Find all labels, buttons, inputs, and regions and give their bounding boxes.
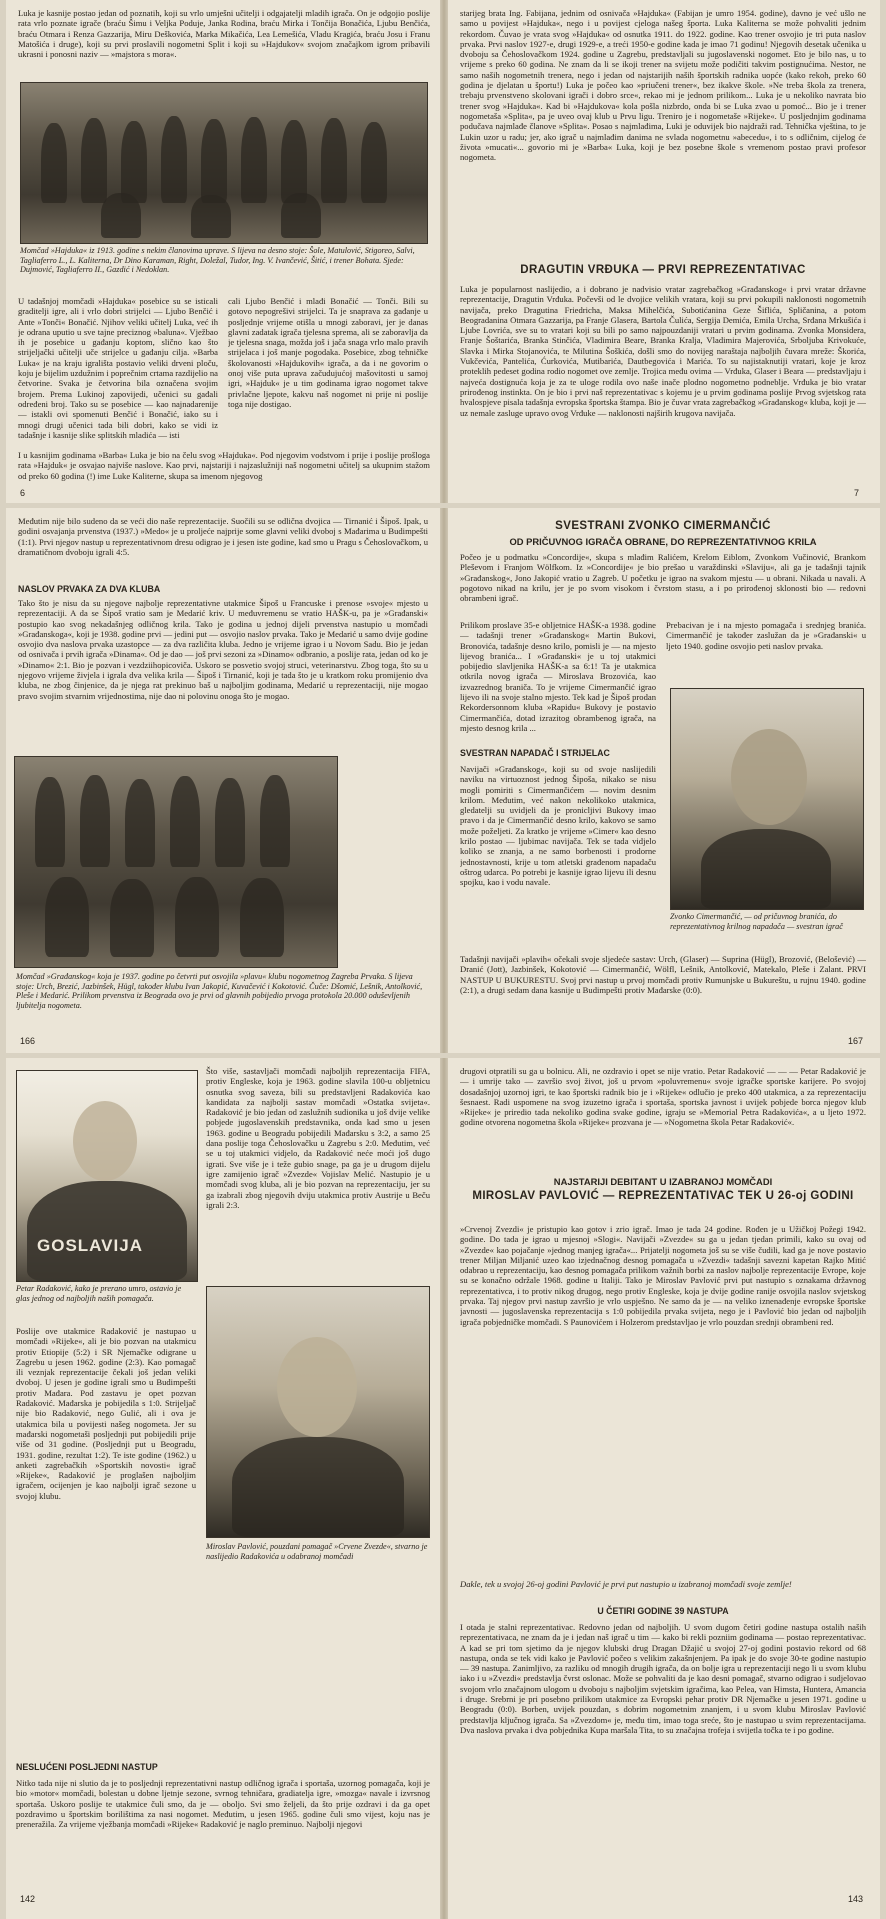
page-6	[6, 0, 442, 503]
page-number: 167	[848, 1036, 864, 1046]
jersey-lettering: GOSLAVIJA	[37, 1236, 143, 1255]
chapter-heading: DRAGUTIN VRĐUKA — PRVI REPREZENTATIVAC	[520, 264, 806, 276]
intro-paragraph: Počeo je u podmatku »Concordije«, skupa s mlađim Ralićem, Krelom Eiblom, Zvonkom Vučinović, Brankom Pleševom i Franjom Wölfkom. Iz »Concordije« je bio prešao u varaždinski »Slaviju«, ali ga je tadašnji tajnik »Građanskog«, Jono Jakopić vratio u Zagreb. U početku je igrao na svakom mjestu — u obrani. Nikada u navali. A pogotovo nikad na krilu, jer je po svom visokom i čvrstom stasu, a i po prirođenoj sklonosti bio — redovni obrambeni igrač.	[460, 552, 866, 604]
column-1-bottom: Navijači »Građanskog«, koji su od svoje naslijedili naviku na virtuoznost jednog Šipoša, nikako se nisu mogli pomiriti s Cimermančićem — novim desnim krilom. Međutim, već nakon nekolikoko utakmica, gledatelji su uvidjeli da je pronicljivi Bukovy imao pravo i da je Cimermančić desno krilo, kakovo se samo može poželjeti. Za kratko je vrijeme »Cimer« kao desno krilo postao — ljubimac navijača. Tek se tada vidjelo koliko se znanja, a ne samo borbenosti i prodorne jednostavnosti, krije u tom atletski građenom napadaču oštrog udarca. Po potrebi je kasnije igrao lijevu ili desnu spojku, kao i vodu navale.	[460, 764, 656, 888]
spread-1	[0, 0, 886, 503]
closing-paragraph: I u kasnijim godinama »Barba« Luka je bio na čelu svog »Hajduka«. Pod njegovim vodstvom i prije i poslije prošloga rata »Hajduk« je osvajao najviše naslove. Kao prvi, najstariji i najzaslužniji naš nogometni učitelj sa ukupnim stažom od preko 60 godina (!) ime Luke Kaliterne, skupa sa imenom njegovog	[18, 450, 430, 481]
section-heading: NASLOV PRVAKA ZA DVA KLUBA	[18, 584, 161, 594]
team-photo-hajduk-1913	[20, 82, 428, 244]
column-2: cali Ljubo Benčić i mlađi Bonačić — Tonči. Bili su gotovo nepogrešivi strijelci. Ta je snaprava za gađanje u posljednje vrijeme otišla u mnogi zaboravi, jer je danas glavni zadatak igrača tjelesna sprema, ali se zaboravlja da je tjelesna snaga, možda još i jača snaga vrlo malo pravih strijelaca i još manje pogodaka. Posebice, zbog tehničke školovanosti »Hajdukovih« igrača, a da i ne govorim o onoj više puta uprava začudujućoj mašovitosti u samoj igri, »Hajduk« je u tim godinama igrao nogomet takve privlačne ljepote, kakvu naš nogomet ni prije ni poslije toga nije dostigao.	[228, 296, 428, 409]
chapter-heading: SVESTRANI ZVONKO CIMERMANČIĆ	[555, 520, 771, 532]
intro-paragraph: Međutim nije bilo sudeno da se veći dio naše reprezentacije. Suočili su se odlična dvojica — Tirnanić i Šipoš. Ipak, u godini osvajanja prvenstva (1937.) »Medo« je u prolјeće najprije some glavni veliki dvoboj s Mađarima u Budimpešti (1:1). Prvi njegov nastup u reprezentativnom dresu odigrao je i jesen iste godine, kad smo u Pragu s Čehoslovačkom, u dramatičnom dvoboju igrali 4:5.	[18, 516, 428, 557]
photo-caption: Petar Radaković, kako je prerano umro, ostavio je glas jednog od najboljih naših pomagača.	[16, 1284, 182, 1303]
top-text: starijeg brata Ing. Fabijana, jednim od osnivača »Hajduka« (Fabijan je umro 1954. godine), davno je već ušlo ne samo u povijest »Hajduka«, nego i u povijest cjeloga našeg športa. Luka Kaliterna se može pohvaliti jednim rekordom. Čuvao je vrata svog »Hajduka« od osnutka 1911. do 1922. godine. Kao trener osvojio je tri puta naslov prvaka. Prvi naslov 1927-e, drugi 1929-e, a treći 1950-e godine kada je imao 71 godinu! Njegovih desetak učenika u dvoboju sa Čehoslovačkom 1924. godine u Zagrebu, predstavljali su jugoslavenski nogomet. Eto je bilo nas, u to vrijeme s preko 60 godina. Ne znam da li se ikoji trener na svijetu može podičiti takvim postignućima. Nestor, ne samo naših nogometnih trenera, nego i jedan od najstarijih naših športskih radnika uopće (kako rekoh, preko 60 godina je djelatan u športu!) Luka je počeo kao »priučeni trener«, bez ikakve škole. »Ne treba škola za trenera, trebaju prvenstveno skolovani igrači i dobro srce«, rekao mi je jednom prilikom... Luka je u nekoliko navrata bio trener svog »Hajduka«. Kad bi »Hajdukova« kola pošla nizbrdo, onda bi se Luka zvao u pomoć... Bio je i trener nogometaša »Splita«, pa je uveo ovaj klub u Prvu ligu. Treniro je i nogometaše »Rijeke«. U posljednjim godinama podučava najmlađe članove »Splita«. Posao s najmlađima, Luki je oduvijek bio najdraži rad. Tehnička vještina, to je Lukin uzor u radu; jer, ako igrač u najmlađim danima ne svlada nogometnu »abecedu«, i to s odličnim, cijelog će života »mucati«... govorio mi je »Barba« Luka, koji je bez posebne škole s vremenom postao pravi profesor nogometa.	[460, 8, 866, 163]
page-number: 166	[20, 1036, 36, 1046]
team-photo-gradanski-1937	[14, 756, 338, 968]
page-167	[448, 508, 880, 1053]
bottom-text: Luka je popularnost naslijedio, a i dobrano je nadvisio vratar zagrebačkog »Građanskog« i prvi vratar državne reprezentacije, Dragutin Vrđuka. Počevši od le dvojice velikih vratara, koji su prvi pokupili naklonosti nogometnih navijača, preko Dragutina Friedricha, Maksa Mihelčića, Subotićanina Geze Šiflića, Spličanina, a potom Beogradanina Otmara Gazzarija, pa Franje Glasera, Bartola Čulića, Sergija Demića, Emila Urcha, Srđana Mrkušića i Ljube Lovrića, sve su to vratari koji su bili po samo najpouzdaniji vratari u prvim godinama. Zvonka Monsidera, Franje Šoštarića, Branka Stinčića, Vladimira Beare, Branka Kralja, Vladimira Majerovića, Srboljuba Krivokuće, Slavka i Mirka Stojanovića, te Milutina Šoškića, došli smo do novijeg naraštaja najboljih čuvara mreže: Škorića, Vukčevića, Pantelića, Ćurkovića, Mutibarića, Dautbegovića i Marića. To su najistaknutiji vratari, koje je kroz proteklih pedeset godina rodio nogomet ove zemlje. Trojica među ovima — Vrđuka, Glaser i Beara — predstavljaju i najveća dostignuća koja je za te uloge rodila ovo naše inače plodno nogometno podneblje. Vrđuka je bio vratar prirođenog instinkta. On je bio i prvi naš reprezentativac s kojemu je u prvim godinama poslije Prvog svjetskog rata hvalospjeve pisala tadašnja evropska športska štampa. Bio je čuvar vrata zagrebačkog »Građanskog« kluba, koji je — uz nemale zasluge upravo ovog Vrđuke — naklonosti najširih krugova navijača.	[460, 284, 866, 418]
page-166	[6, 508, 442, 1053]
portrait-caption: Miroslav Pavlović, pouzdani pomagač »Crvene Zvezde«, stvarno je naslijedio Radakovića u odabranoj momčadi	[206, 1542, 428, 1561]
book-gutter	[440, 0, 448, 503]
column-2-top: Prebacivan je i na mjesto pomagača i srednjeg branića. Cimermančić je također zaslužan da je »Građanski« u ljeto 1940. godine osvojio peti naslov prvaka.	[666, 620, 866, 651]
page-7	[448, 0, 880, 503]
column-2-top: Što više, sastavljači momčadi najboljih reprezentacija FIFA, protiv Engleske, koja je 1963. godine slavila 100-u obljetnicu osnutka svog saveza, bili su predstavljeni Radakovića kao kandidata za najbolji sastav momčadi »Ostatka svijeta«. Radaković je bio jedan od zaslužnih sudionika u još dvije velike pobjede jugoslavenskih predstavnika, onda kad smo u jesen 1963. godine u Beogradu pobijedili Mađarsku s 3:2, a samo 25 dana poslije toga Čehoslovačku u Zagrebu s 2:0. Međutim, već se u toj utakmici vidjelo, da Radaković neće moći još dugo igrati. Sve više je i teže gubio snage, pa ga je u drugom dijelu igre zamijenio igrač »Zvezde« Vojislav Melić. Nastupio je u momčadi svog kluba, ali je bio pozvan na reprezentaciju, jer su ga izabrali zbog njegovih dviju utakmica protiv Austrije u Beču igrali 2:3.	[206, 1066, 430, 1210]
photo-caption: Momčad »Građanskog« koja je 1937. godine po četvrti put osvojila »plavu« klubu nogometnog Zagreba Prvaka. S lijeva stoje: Urch, Brezić, Jazbinšek, Hügl, također klubu Ivan Jakopić, Kuvačević i Kokotović. Čuče: Dšomić, Lešnik, Antolković, Pleše i Medarić. Prilikom prvenstva iz Beograda ovo je prvi od glavnih pobijedio prvoga protokola 20.000 oduševljenih ljubitelja nogometa.	[16, 972, 423, 1010]
photo-petar-radakovic	[16, 1070, 198, 1282]
intro-paragraph: Luka je kasnije postao jedan od poznatih, koji su vrlo umješni učitelji i odgajatelji mladih igrača. On je odgojio poslije rata vrlo poznate igrače (braću Šimu i Veljka Poduje, Janka Rodina, braću Mirka i Tončija Bonačića, Ljubu Benčića, braću Otmara i Renza Gazzarija, Miru Deškovića, Marka Mikačića, Lea Lemešića, Vladu Kragića, braću Josu i Franu Matošića i druge), koji su prvi proslavili nogometni Split i koji su »Hajdukov« svojom značajkom igrom pribavili ukrasni i ponosni naziv — »majstora s mora«.	[18, 8, 430, 60]
page-number: 7	[854, 488, 860, 498]
intro-paragraph: drugovi otpratili su ga u bolnicu. Ali, ne ozdravio i opet se nije vratio. Petar Radaković — — — Petar Radaković je — i umrije tako — završio svoj život, još u prvom »poluvremenu« svoje igračke sportske karijere. Po svojoj dosadašnjoj uzornoj igri, te kao športski radnik bio je i »Rijeke« odlučio je preko 400 utakmica, a za reprezentaciju šesnaest. Radi uspomene na svog izuzetno igrača i sportaša, sportska javnost i uvijek pobjede borca njegov klub »Rijeke« je priredio tada nekoliko godina svake godine, igraju se »Memorial Petra Radakovića«, a u ljeto 1972. godine otvorena nogometna škola »Rijeke« prozvana je — »Nogometna škola Petar Radaković«.	[460, 1066, 866, 1128]
section-heading: SVESTRAN NAPADAČ I STRIJELAC	[460, 748, 610, 758]
chapter-kicker: NAJSTARIJI DEBITANT U IZABRANOJ MOMČADI	[553, 1176, 773, 1187]
section-heading: NESLUĆENI POSLJEDNI NASTUP	[16, 1762, 158, 1772]
spread-2	[0, 508, 886, 1053]
spread-3	[0, 1058, 886, 1919]
section-body: Tako što je nisu da su njegove najbolje reprezentativne utakmice Šipoš u Francuske i prenose »svoje« mjesto u reprezentaciji. A da se Šipoš vratio sam je Medarić kriv. U međuvremenu se vratio HAŠK-u, pa je »Građanski« postupio kao svog nekadašnjeg odličnog krila. Tako je godina u jednoj dijeli prvenstva nastupio u momčadi »Građanskoga«, koji je 1938. godine prvi — jedini put — osvojio naslov prvaka. Tako je Medarić u samo dvije godine osvojio dva naslova prvaka uzastopce — za dva različita kluba. Jedno je vrijeme igrao i u Novom Sadu. Bio je jedan od osnivača i prvih igrača »Dinama«. Od je dao — još prvi sezoni za »Dinamo« odbranio, a poslije rata, jedan od ko je »Dinamo« 2:1. Bio je pozvan i vezdziihopicoviča. Uskoro se posvetio svojoj struci, veterinarstvu. Zbog toga, što su u njegovo vrijeme živjela i igrala dva velika krila — Šipoš i Tirnanić, koji je tada što je u kratkom roku promijenio dva kluba, ne zbog činjenice, da je njega rat prekinuo baš u najboljim godinama, Medarić u reprezentaciji, nije mogao pravo svojim stvarnim vrijednostima, nije dao ni polovinu onoga što je mogao.	[18, 598, 428, 701]
book-gutter	[440, 1058, 448, 1919]
page-number: 6	[20, 488, 26, 498]
section-heading: U ČETIRI GODINE 39 NASTUPA	[597, 1606, 729, 1616]
chapter-heading: MIROSLAV PAVLOVIĆ — REPREZENTATIVAC TEK U 26-oj GODINI	[472, 1190, 854, 1202]
chapter-subheading: OD PRIČUVNOG IGRAČA OBRANE, DO REPREZENTATIVNOG KRILA	[509, 536, 817, 547]
column-1-top: Prilikom proslave 35-e obljetnice HAŠK-a 1938. godine — tadašnji trener »Građanskog« Martin Bukovi, Bronovića, tadašnje desno krilo, pomisli je — na mjesto lijevog branića... I »Građanski« je u toj utakmici pobijedio slavljenika HAŠK-a sa 6:1! Ta je utakmica otkrila novog igrača — Miroslava Brozovića, kao izvazrednog braniča. To je vrijeme Cimermančić igrao lijevo ili na svoje stalno mjesto. Tek kad je Šipoš prodan Rekordersonnom kluba »Rapidu« Bukovy je postavio Cimermančića, dotad izrazitog obrambenog igrača, na mjesto desnog krila ...	[460, 620, 656, 733]
portrait-caption: Zvonko Cimermančić, — od pričuvnog branića, do reprezentativnog krilnog napadača — svestran igrač	[670, 912, 843, 931]
book-gutter	[440, 508, 448, 1053]
column-1: U tadašnjoj momčadi »Hajduka« posebice su se isticali graditelji igre, ali i vrlo dobri strijelci — Ljubo Benčić i Ante »Tonči« Bonačić. Njihov veliki učitelj Luka, već ih je odrana uputio u sve tajne preciznog »baluna«. Vježbao ih je posebice u gađanju koptom, slično kao što strijeljački učitelji uče strijelce u gađanju cilja. »Barba Luka« je na kraju igrališta postavio veliki drveni ploču, koju je bijelim uzdužnim i poprečnim crtama razdijelio na četvorine. Svaka je četvorina bila označena svojim brojem. Prema Lukinoj zapovijedi, učenici su gađali određeni broj. Tako su se posebice — kao najnadarenije — istakli ovi spomenuti Benčić i Bonačić, iako su i mnogi drugi učenici tada bili dobri, kako se vidi iz tadašnje i kasnije slike splitskih mladića — isti	[18, 296, 218, 440]
body-text: »Crvenoj Zvezdi« je pristupio kao gotov i zrio igrač. Imao je tada 24 godine. Rođen je u Užičkoj Požegi 1942. godine. Do tada je igrao u mjesnoj »Slogi«. Navijači »Zvezde« su ga u jedan tjedan primili, kako su ovaj od »Zvezde« kao pojačanje »jednog manjeg igrača«... Prijatelji nogometa još su se više čudili, kad ga je nove postavio trener Miljan Miljanić uzeo kao izjednačnog desnog pomagača u »Zvezdi« tadašnji savezni kapetan Rajko Mitić odabrao u reprezentaciju, kao desnog pomagača prilikom važnih borbi za naslov najbolje reprezentacije Evrope, koje su se konačno održale 1968. godine u Italiji. Tako je Miroslav Pavlović prvi put nastupio s oznakama državnog reprezentativca, i to protiv nikog drugog, nego protiv Engleske, koja je dvije godine ranije osvojila naslov svjetskog prvaka. Taj njegov prvi nastup završio je vrlo uspješno. Ne samo da je — na veliko iznenađenje evropske športske javnosti — jugoslavenska reprezentacija s 1:0 pobijedila prvaka svijeta, nego je i Pavlović bio jedan od najboljih igrača pobjedničke momčadi. S Paunovićem i Holzerom predstavljao je vrlo pouzdan srednji obrambeni red.	[460, 1224, 866, 1327]
page-143	[448, 1058, 880, 1919]
closing-paragraph: Tadašnji navijači »plavih« očekali svoje sljedeće sastav: Urch, (Glaser) — Suprina (Hügl), Brozović, (Belošević) — Dranić (Jott), Jazbinšek, Kokotović — Cimermančić, Wölfl, Lešnik, Antolković, Matekalo, Pleše i Zalant. PRVI NASTUP U BUKURESTU. Svoj prvi nastup u prvoj momčadi protiv Rumunjske u Bukureštu, u rujnu 1940. godine (2:1), a drugi sedam dana kasnije u Budimpešti protiv Mađarske (0:0).	[460, 954, 866, 995]
italic-note: Dakle, tek u svojoj 26-oj godini Pavlović je prvi put nastupio u izabranoj momčadi svoje zemlje!	[460, 1580, 792, 1589]
photo-miroslav-pavlovic	[206, 1286, 430, 1538]
column-1-body: Poslije ove utakmice Radaković je nastupao u momčadi »Rijeke«, ali je bio pozvan na utakmicu protiv Etiopije (5:2) i SR Njemačke odigrane u Zagrebu u jesen 1962. godine (2:3). Kao pomagač ili veznjak reprezentacije čekali još jedan veliki dvoboj. U jesen je godine igrali smo u Budimpešti protiv Mađara. Pod zastavu je opet pozvan Radaković. Mađarska je pobijedila s 1:0. Strijeljač nije bio Radaković, nego Gulić, ali i ova je utakmica bila u povijesti našeg nogometa. Jer su mađarski nogometaši posljednji put pobijedili prije više od 31 godine. (Posljednji put u Beogradu, 1931. godine, rezultat 1:2). Te iste godine (1962.) u anketi zagrebačkih »Sportskih novosti« igrač »Rijeke«, Radaković je proglašen najboljim igračem, ocijenjen je kao najbolji igrač sezone u svojoj klubu.	[16, 1326, 196, 1501]
page-number: 142	[20, 1894, 36, 1904]
page-142	[6, 1058, 442, 1919]
bottom-paragraph: Nitko tada nije ni slutio da je to posljednji reprezentativni nastup odličnog igrača i sportaša, uzornog pomagača, koji je bio »motor« momčadi, bolestan u dobne ljetnje sezone, svrnog tehničara, gradiatelja igre, »mozga« navale i izvrsnog sportaša. Uskoro poslije te utakmice čuli smo, da je — oboljo. Svi smo željeli, da što prije ozdravi i da ga opet pozdravimo u športskim borilištima za nasi nogomet. Međutim, u jesen 1965. godine čuli smo vijest, koju nas je preneražila. Za vrijeme vježbanja momčadi »Rijeke« Radaković je naglo preminuo. Najbolji njegovi	[16, 1778, 430, 1830]
page-number: 143	[848, 1894, 864, 1904]
body-text-2: I otada je stalni reprezentativac. Redovno jedan od najboljih. U svom dugom četiri godine nastupa ostalih naših reprezentativaca, ne znam da je i jedan naš igrač u tim — kako bi rekli pozniim godinama — postao reprezentativac. A kad se pri tom sjetimo da je njegov klubski drug Dragan Džajić u svojoj 27-oj godini postavio rekord od 68 nastupa, onda se tek vidi kako je Pavlović počeo s velikim zakašnjenjem. Pa ipak je do svoje 30-te godine nastupio — 39 nastupa. Zanimljivo, za razliku od mnogih drugih igrača, da on bolje igra u reprezentaciji nego li u svom klubu iako i u »Zvezdi« predstavlja čvrst oslonac. Može se pohvaliti da je kao desni pomagač, stvarno odigrao i sudjelovao svojom vrlo značajnom ulogom u dvoboju s najboljim svjetskim igračima, kao Pelea, van Himsta, Huntera, Amancia i druge. Srebrni je pri posebno prilikom utakmice za Evropski pehar protiv DR Njemačke u jesen 1971. godine u Beogradu (0:0). Borben, uvijek pouzdan, s dobrim nogometnim znanjem, i u svom klubu Miroslav Pavlović predstavlja ključnog igrača. Sa »Zvezdom« je, među tim, imao toga sreće, što je nastupao u svim reprezentacijama. Dva naslova prvaka i dva pobjednika Kupa maršala Tita, to su značajna trofeja i svijetla točka te i po godine.	[460, 1622, 866, 1735]
portrait-zvonko-cimermancic	[670, 688, 864, 910]
photo-caption: Momčad »Hajduka« iz 1913. godine s nekim članovima uprave. S lijeva na desno stoje: Šole, Matulović, Stigoreo, Salvi, Tagliaferro L., L. Kaliterna, Dr Dino Karaman, Right, Doležal, Tudor, Ing. V. Ivančević, Šitić, i trener Bohata. Sjede: Dujmović, Tagliaferro II., Gazdić i Nedoklan.	[20, 246, 415, 275]
